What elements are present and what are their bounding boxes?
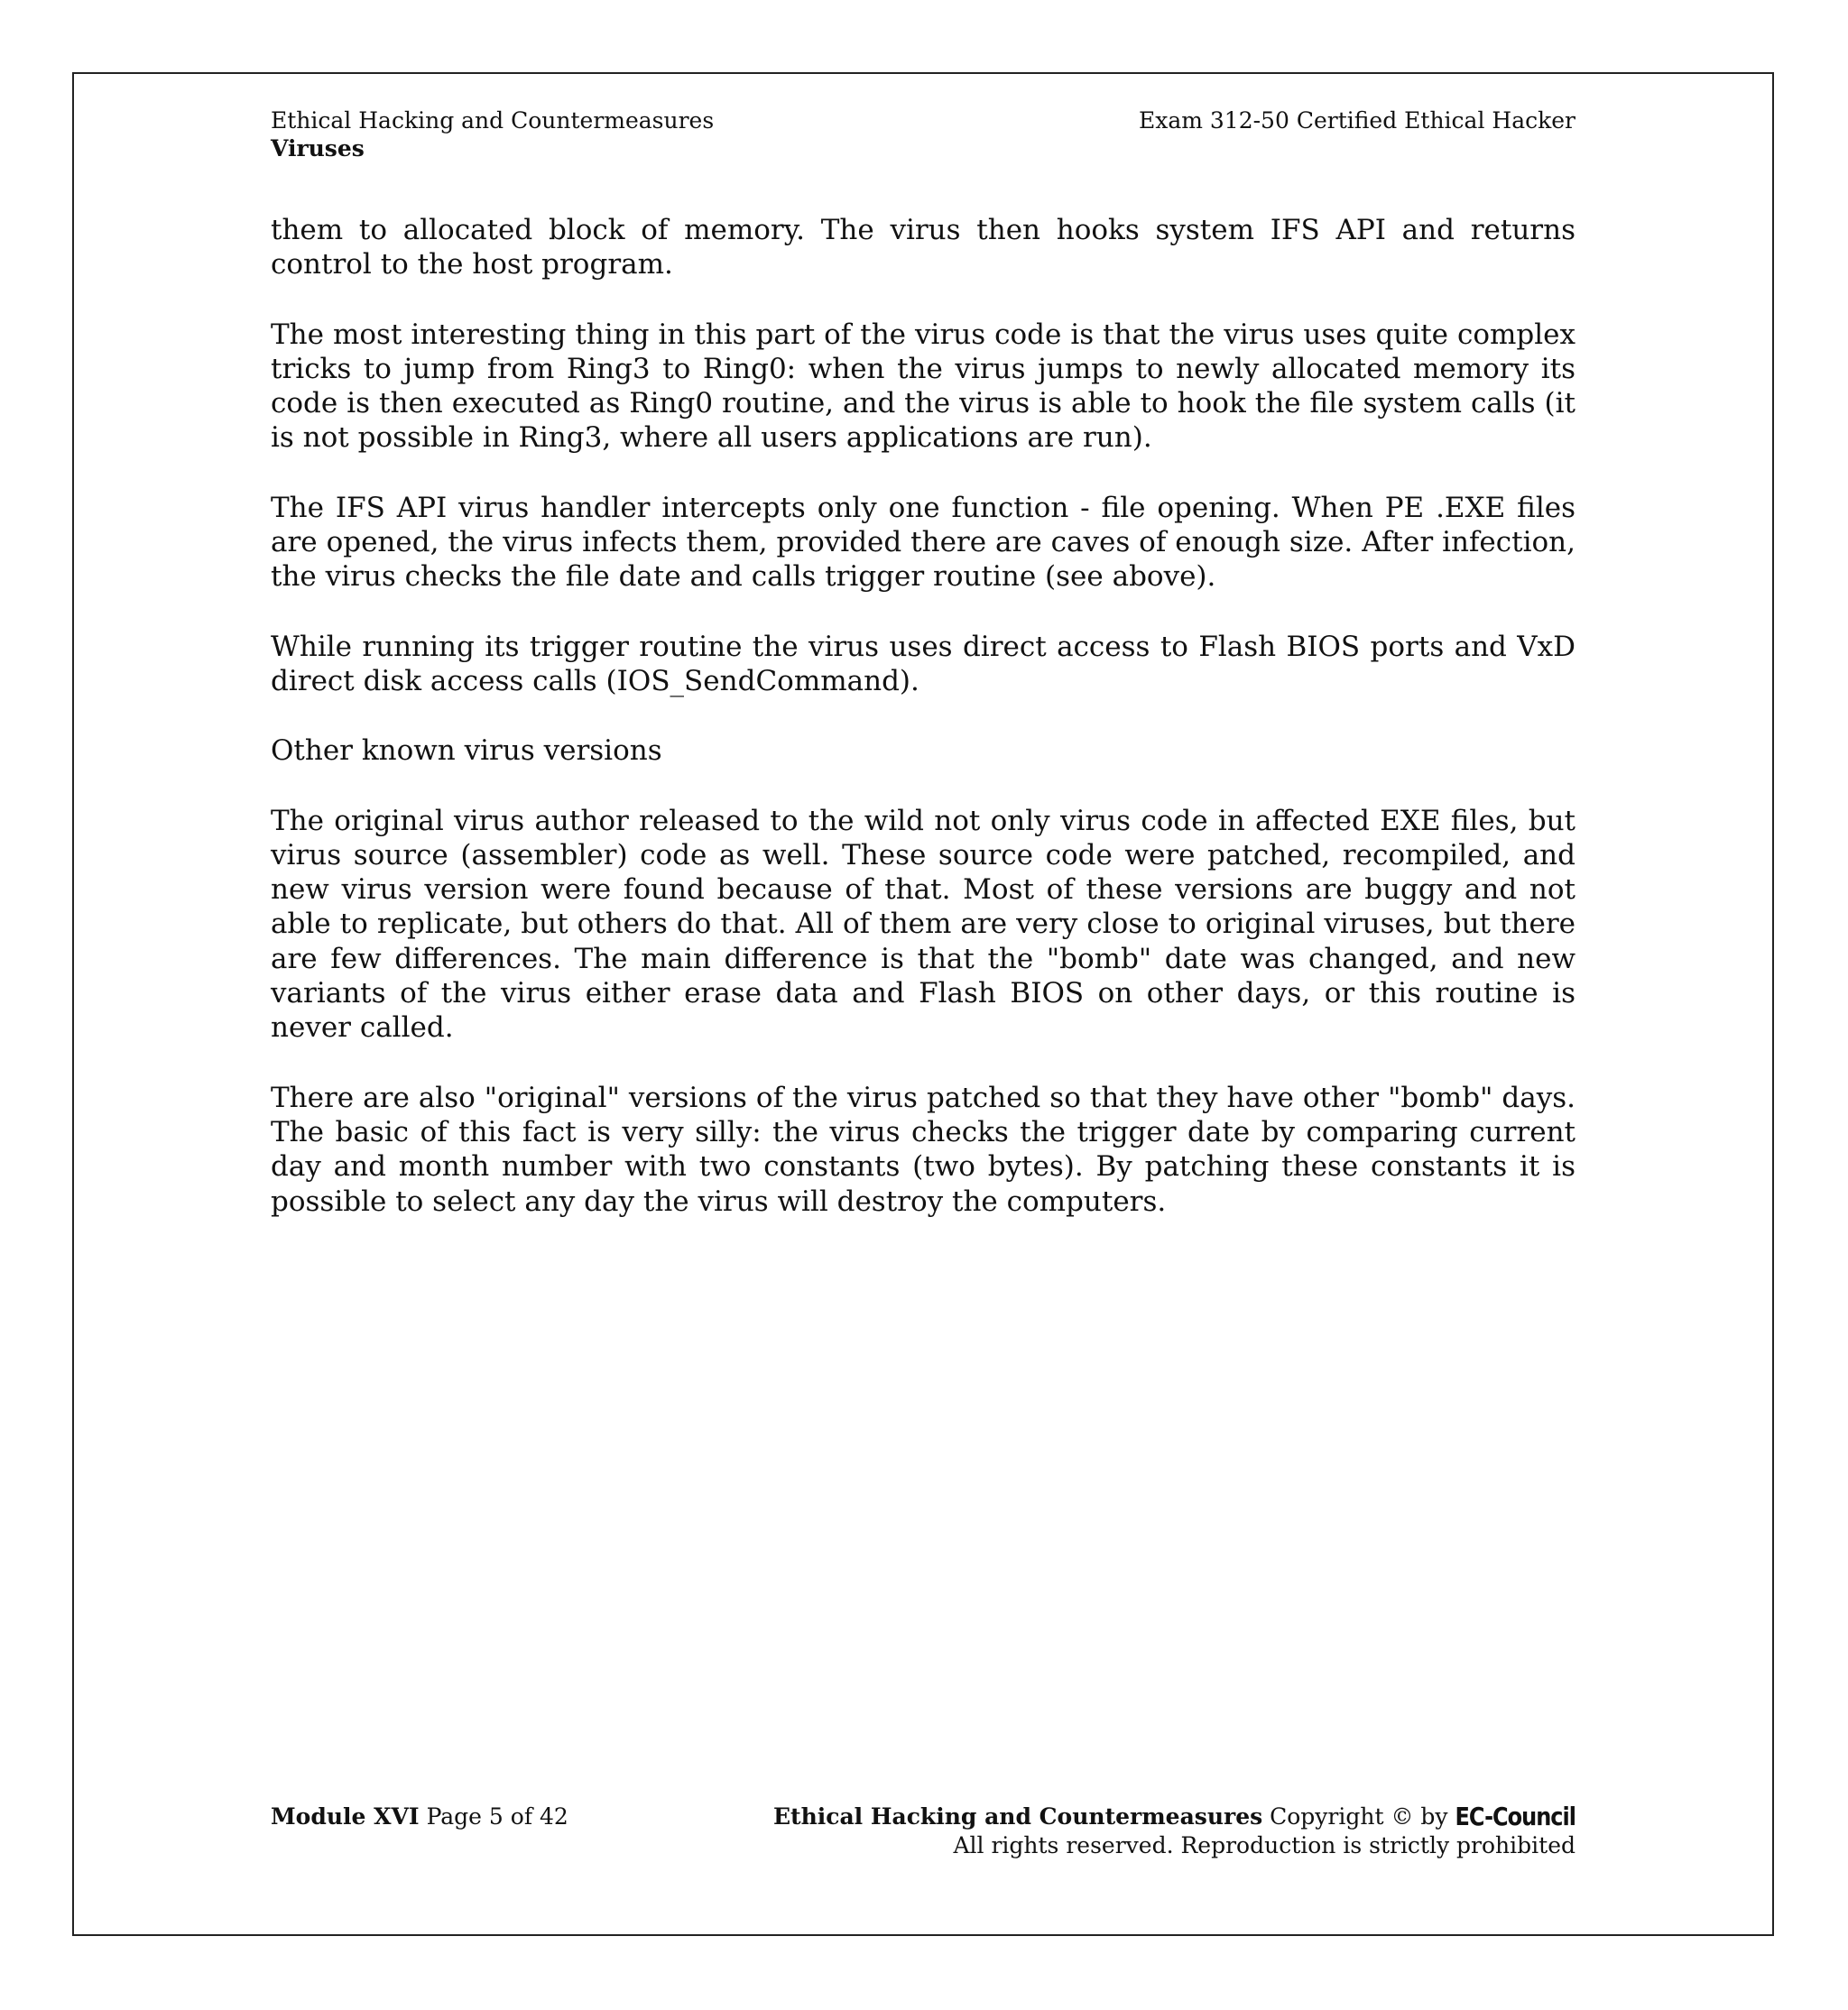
footer-rights: All rights reserved. Reproduction is strictly prohibited (953, 1832, 1575, 1858)
footer-course: Ethical Hacking and Countermeasures (772, 1803, 1263, 1830)
paragraph: them to allocated block of memory. The virus then hooks system IFS API and returns control to the host program. (271, 214, 1575, 281)
footer-page-info (271, 1803, 568, 1830)
paragraph: There are also "original" versions of the virus patched so that they have other "bomb" days. The basic of this fact is very silly: the virus checks the trigger date by comparing current day and month number with two constants (two bytes). By patching these constants it is possible to select any day the virus will destroy the computers. (271, 1081, 1575, 1218)
footer-page-number: Page 5 of 42 (426, 1803, 568, 1830)
footer-copyright (773, 1803, 1575, 1859)
header-left (271, 106, 714, 162)
footer-module: Module XVI (271, 1803, 420, 1830)
paragraph: The most interesting thing in this part of the virus code is that the virus uses quite complex tricks to jump from Ring3 to Ring0: when the virus jumps to newly allocated memory its code is then executed as Ring0 routine, and the virus is able to hook the file system calls (it is not possible in Ring3, where all users applications are run). (271, 318, 1575, 455)
page-footer (271, 1803, 1575, 1859)
header-exam-title: Exam 312-50 Certified Ethical Hacker (1138, 107, 1575, 134)
header-section-title: Viruses (271, 135, 365, 161)
paragraph: The IFS API virus handler intercepts only one function - file opening. When PE .EXE files are opened, the virus infects them, provided there are caves of enough size. After infection, the virus checks the file date and calls trigger routine (see above). (271, 491, 1575, 594)
section-heading: Other known virus versions (271, 734, 662, 768)
body-text (271, 213, 1575, 1254)
paragraph: The original virus author released to the wild not only virus code in affected EXE files, but virus source (assembler) code as well. These source code were patched, recompiled, and new virus version were found because of that. Most of these versions are buggy and not able to replicate, but others do that. All of them are very close to original viruses, but there are few differences. The main difference is that the "bomb" date was changed, and new variants of the virus either erase data and Flash BIOS on other days, or this routine is never called. (271, 804, 1575, 1045)
page-header (271, 106, 1575, 162)
paragraph: While running its trigger routine the virus uses direct access to Flash BIOS ports and VxD direct disk access calls (IOS_SendCommand). (271, 630, 1575, 697)
footer-copyright-text: Copyright © by (1270, 1803, 1448, 1830)
header-course-title: Ethical Hacking and Countermeasures (271, 107, 715, 134)
ec-council-logo: EC-Council (1455, 1802, 1575, 1832)
